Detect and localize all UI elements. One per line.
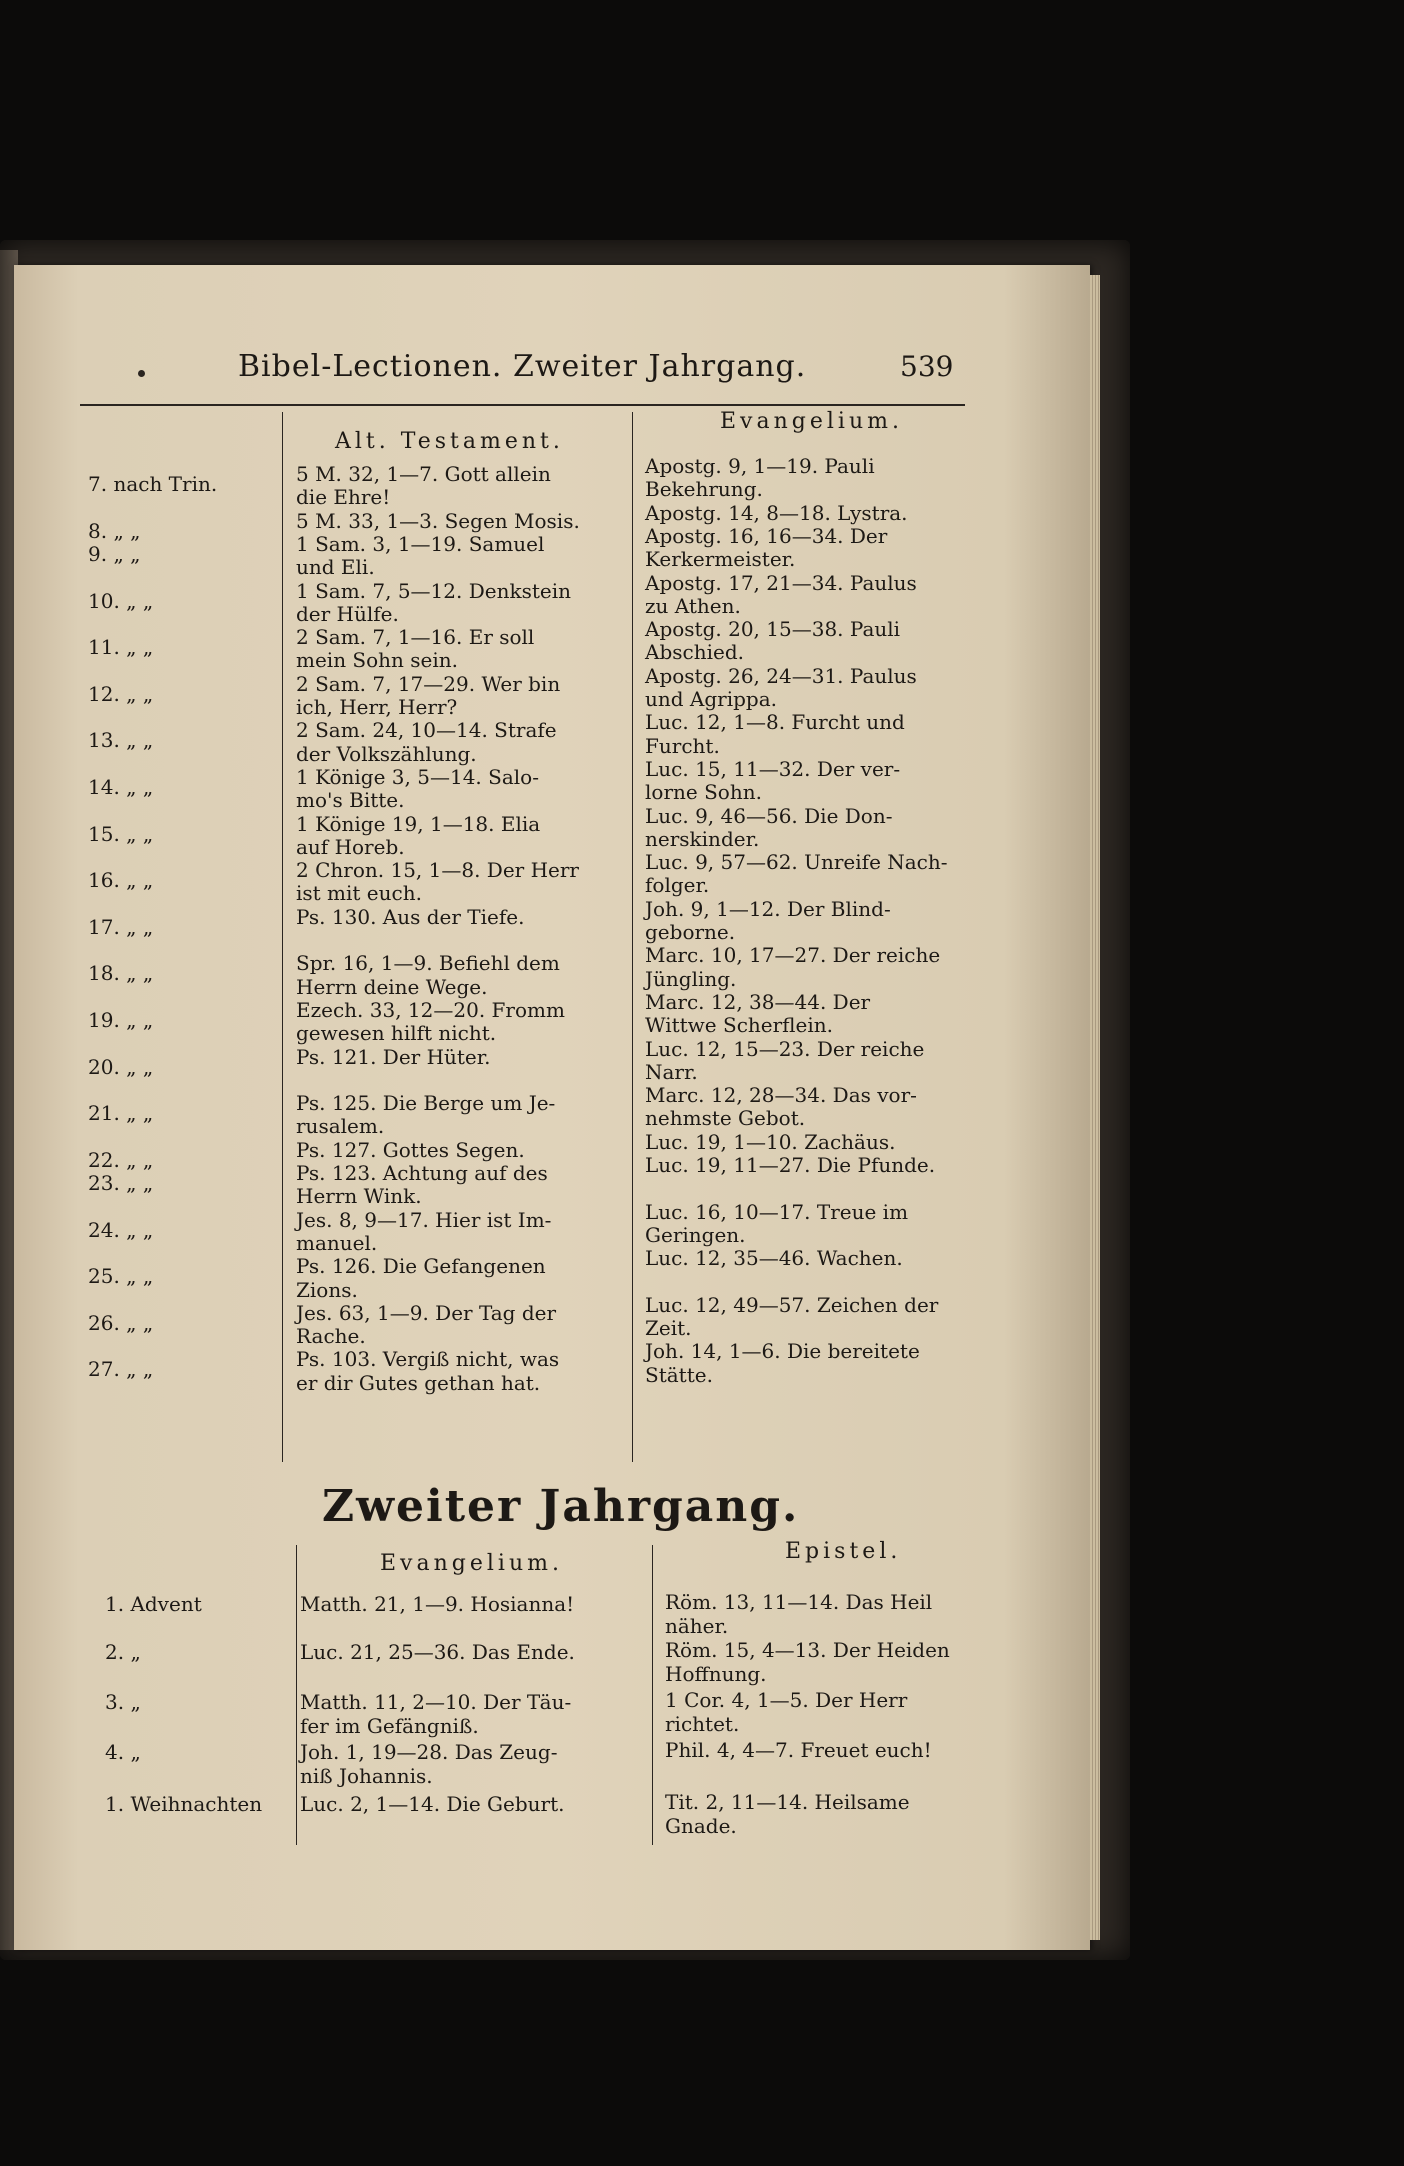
old-testament-line: Ps. 130. Aus der Tiefe. (296, 904, 525, 929)
gospel-line: Matth. 21, 1—9. Hosianna! (300, 1592, 575, 1616)
column-rule-right-2 (652, 1545, 653, 1845)
old-testament-line: 1 Könige 3, 5—14. Salo- (296, 764, 539, 789)
sunday-label: 26. „ „ (88, 1310, 154, 1335)
sunday-label: 25. „ „ (88, 1264, 154, 1289)
sunday-label: 8. „ „ (88, 518, 141, 543)
gospel-line: Luc. 12, 35—46. Wachen. (645, 1246, 903, 1271)
sunday-label: 21. „ „ (88, 1101, 154, 1126)
sunday-label: 27. „ „ (88, 1357, 154, 1382)
old-testament-line: 1 Sam. 7, 5—12. Denkstein (296, 578, 571, 603)
old-testament-line: 2 Sam. 7, 17—29. Wer bin (296, 671, 561, 696)
old-testament-line: 2 Sam. 24, 10—14. Strafe (296, 718, 557, 743)
epistle-line: Tit. 2, 11—14. Heilsame (665, 1790, 910, 1814)
old-testament-line: manuel. (296, 1230, 378, 1255)
sunday-label: 2. „ (105, 1640, 141, 1664)
gospel-line: Stätte. (645, 1362, 713, 1387)
old-testament-line: Ps. 126. Die Gefangenen (296, 1254, 546, 1279)
gospel-line: Apostg. 26, 24—31. Paulus (645, 663, 917, 688)
sunday-label: 7. nach Trin. (88, 472, 218, 496)
sunday-label: 4. „ (105, 1740, 141, 1764)
gospel-line: Luc. 16, 10—17. Treue im (645, 1199, 909, 1224)
gospel-line: Apostg. 17, 21—34. Paulus (645, 570, 917, 595)
gospel-line: nehmste Gebot. (645, 1106, 806, 1131)
header-bullet (138, 370, 145, 377)
gospel-line: und Agrippa. (645, 687, 778, 711)
gospel-line: Luc. 9, 46—56. Die Don- (645, 803, 893, 828)
old-testament-line: Herrn deine Wege. (296, 974, 488, 999)
sunday-label: 20. „ „ (88, 1054, 154, 1079)
old-testament-line: Ps. 127. Gottes Segen. (296, 1137, 525, 1162)
gospel-line: Wittwe Scherflein. (645, 1013, 833, 1038)
epistle-line: Phil. 4, 4—7. Freuet euch! (665, 1738, 932, 1762)
old-testament-line: rusalem. (296, 1114, 385, 1139)
gospel-line: Joh. 14, 1—6. Die bereitete (645, 1339, 920, 1364)
gospel-line: Apostg. 20, 15—38. Pauli (645, 617, 901, 642)
old-testament-line: Rache. (296, 1324, 366, 1349)
gospel-line: fer im Gefängniß. (300, 1714, 479, 1738)
gospel-line: nerskinder. (645, 826, 760, 851)
epistle-line: Gnade. (665, 1814, 737, 1838)
gospel-line: Luc. 15, 11—32. Der ver- (645, 756, 901, 781)
gospel-line: Luc. 21, 25—36. Das Ende. (300, 1640, 575, 1664)
gospel-line: Luc. 9, 57—62. Unreife Nach- (645, 850, 948, 875)
section-title: Zweiter Jahrgang. (322, 1481, 800, 1532)
sunday-label: 13. „ „ (88, 728, 154, 753)
sunday-label: 16. „ „ (88, 868, 154, 893)
old-testament-line: der Volkszählung. (296, 741, 477, 766)
sunday-label: 11. „ „ (88, 635, 154, 660)
old-testament-line: Herrn Wink. (296, 1184, 422, 1209)
epistle-line: Röm. 15, 4—13. Der Heiden (665, 1638, 950, 1662)
gospel-line: niß Johannis. (300, 1764, 433, 1788)
sunday-label: 3. „ (105, 1690, 141, 1714)
old-testament-line: ich, Herr, Herr? (296, 695, 458, 719)
sunday-label: 17. „ „ (88, 914, 154, 939)
page-edges (1090, 275, 1100, 1940)
sunday-label: 9. „ „ (88, 541, 141, 566)
gospel-line: Luc. 19, 1—10. Zachäus. (645, 1129, 896, 1154)
old-testament-line: Jes. 63, 1—9. Der Tag der (296, 1300, 557, 1325)
old-testament-line: er dir Gutes gethan hat. (296, 1370, 541, 1395)
gospel-line: Joh. 9, 1—12. Der Blind- (645, 896, 891, 921)
sunday-label: 15. „ „ (88, 821, 154, 846)
column-rule-right (632, 412, 633, 1462)
column-head-gospel-2: Evangelium. (380, 1551, 563, 1576)
old-testament-line: Ps. 121. Der Hüter. (296, 1044, 491, 1069)
gospel-line: Marc. 12, 28—34. Das vor- (645, 1083, 917, 1108)
page-number: 539 (900, 350, 954, 383)
old-testament-line: 2 Chron. 15, 1—8. Der Herr (296, 858, 579, 883)
epistle-line: Hoffnung. (665, 1662, 767, 1686)
gospel-line: Luc. 12, 49—57. Zeichen der (645, 1292, 939, 1317)
gospel-line: Marc. 10, 17—27. Der reiche (645, 943, 941, 968)
column-head-old-testament: Alt. Testament. (335, 429, 564, 454)
sunday-label: 18. „ „ (88, 961, 154, 986)
old-testament-line: gewesen hilft nicht. (296, 1021, 497, 1046)
gospel-line: Narr. (645, 1059, 698, 1084)
sunday-label: 22. „ „ (88, 1147, 154, 1172)
old-testament-line: Zions. (296, 1277, 358, 1302)
old-testament-line: ist mit euch. (296, 881, 422, 906)
epistle-line: näher. (665, 1614, 729, 1638)
gospel-line: Zeit. (645, 1316, 692, 1341)
old-testament-line: Ps. 123. Achtung auf des (296, 1161, 548, 1185)
gospel-line: folger. (645, 873, 710, 898)
gospel-line: Furcht. (645, 733, 720, 758)
old-testament-line: 5 M. 33, 1—3. Segen Mosis. (296, 508, 580, 533)
gospel-line: Matth. 11, 2—10. Der Täu- (300, 1690, 572, 1714)
gospel-line: Luc. 12, 15—23. Der reiche (645, 1036, 925, 1061)
running-header: Bibel-Lectionen. Zweiter Jahrgang. (238, 349, 807, 384)
old-testament-line: 1 Sam. 3, 1—19. Samuel (296, 531, 545, 556)
gospel-line: Bekehrung. (645, 477, 763, 502)
gospel-line: Joh. 1, 19—28. Das Zeug- (300, 1740, 558, 1764)
gospel-line: Luc. 12, 1—8. Furcht und (645, 710, 905, 735)
old-testament-line: 5 M. 32, 1—7. Gott allein (296, 462, 551, 486)
old-testament-line: Jes. 8, 9—17. Hier ist Im- (296, 1207, 552, 1232)
gospel-line: Kerkermeister. (645, 547, 796, 572)
column-rule-left-2 (296, 1545, 297, 1845)
old-testament-line: Ps. 103. Vergiß nicht, was (296, 1347, 560, 1372)
header-rule (80, 404, 965, 406)
old-testament-line: die Ehre! (296, 485, 391, 510)
gospel-line: Geringen. (645, 1222, 746, 1247)
column-rule-left (282, 412, 283, 1462)
old-testament-line: 1 Könige 19, 1—18. Elia (296, 811, 541, 836)
sunday-label: 23. „ „ (88, 1171, 154, 1195)
old-testament-line: 2 Sam. 7, 1—16. Er soll (296, 625, 535, 650)
gospel-line: Luc. 2, 1—14. Die Geburt. (300, 1792, 565, 1816)
gospel-line: Apostg. 16, 16—34. Der (645, 523, 888, 548)
old-testament-line: mein Sohn sein. (296, 648, 459, 673)
gospel-line: Marc. 12, 38—44. Der (645, 989, 871, 1014)
old-testament-line: Ezech. 33, 12—20. Fromm (296, 997, 565, 1022)
sunday-label: 14. „ „ (88, 774, 154, 799)
epistle-line: Röm. 13, 11—14. Das Heil (665, 1590, 933, 1614)
gospel-line: Jüngling. (645, 966, 737, 991)
column-head-epistle: Epistel. (785, 1539, 902, 1564)
old-testament-line: Spr. 16, 1—9. Befiehl dem (296, 951, 560, 976)
gospel-line: Luc. 19, 11—27. Die Pfunde. (645, 1153, 936, 1177)
sunday-label: 10. „ „ (88, 588, 154, 613)
gospel-line: geborne. (645, 920, 736, 944)
old-testament-line: der Hülfe. (296, 601, 399, 626)
old-testament-line: und Eli. (296, 555, 375, 580)
gospel-line: Apostg. 9, 1—19. Pauli (645, 454, 875, 478)
sunday-label: 12. „ „ (88, 681, 154, 706)
sunday-label: 1. Weihnachten (105, 1792, 263, 1816)
epistle-line: 1 Cor. 4, 1—5. Der Herr (665, 1688, 908, 1712)
old-testament-line: auf Horeb. (296, 834, 405, 859)
old-testament-line: Ps. 125. Die Berge um Je- (296, 1091, 556, 1116)
gospel-line: zu Athen. (645, 593, 741, 618)
sunday-label: 1. Advent (105, 1592, 202, 1616)
old-testament-line: mo's Bitte. (296, 788, 405, 813)
sunday-label: 24. „ „ (88, 1217, 154, 1242)
sunday-label: 19. „ „ (88, 1007, 154, 1032)
column-head-gospel: Evangelium. (720, 409, 903, 434)
gospel-line: Apostg. 14, 8—18. Lystra. (645, 500, 908, 525)
epistle-line: richtet. (665, 1712, 740, 1736)
gospel-line: Abschied. (645, 640, 744, 665)
gospel-line: lorne Sohn. (645, 780, 762, 805)
